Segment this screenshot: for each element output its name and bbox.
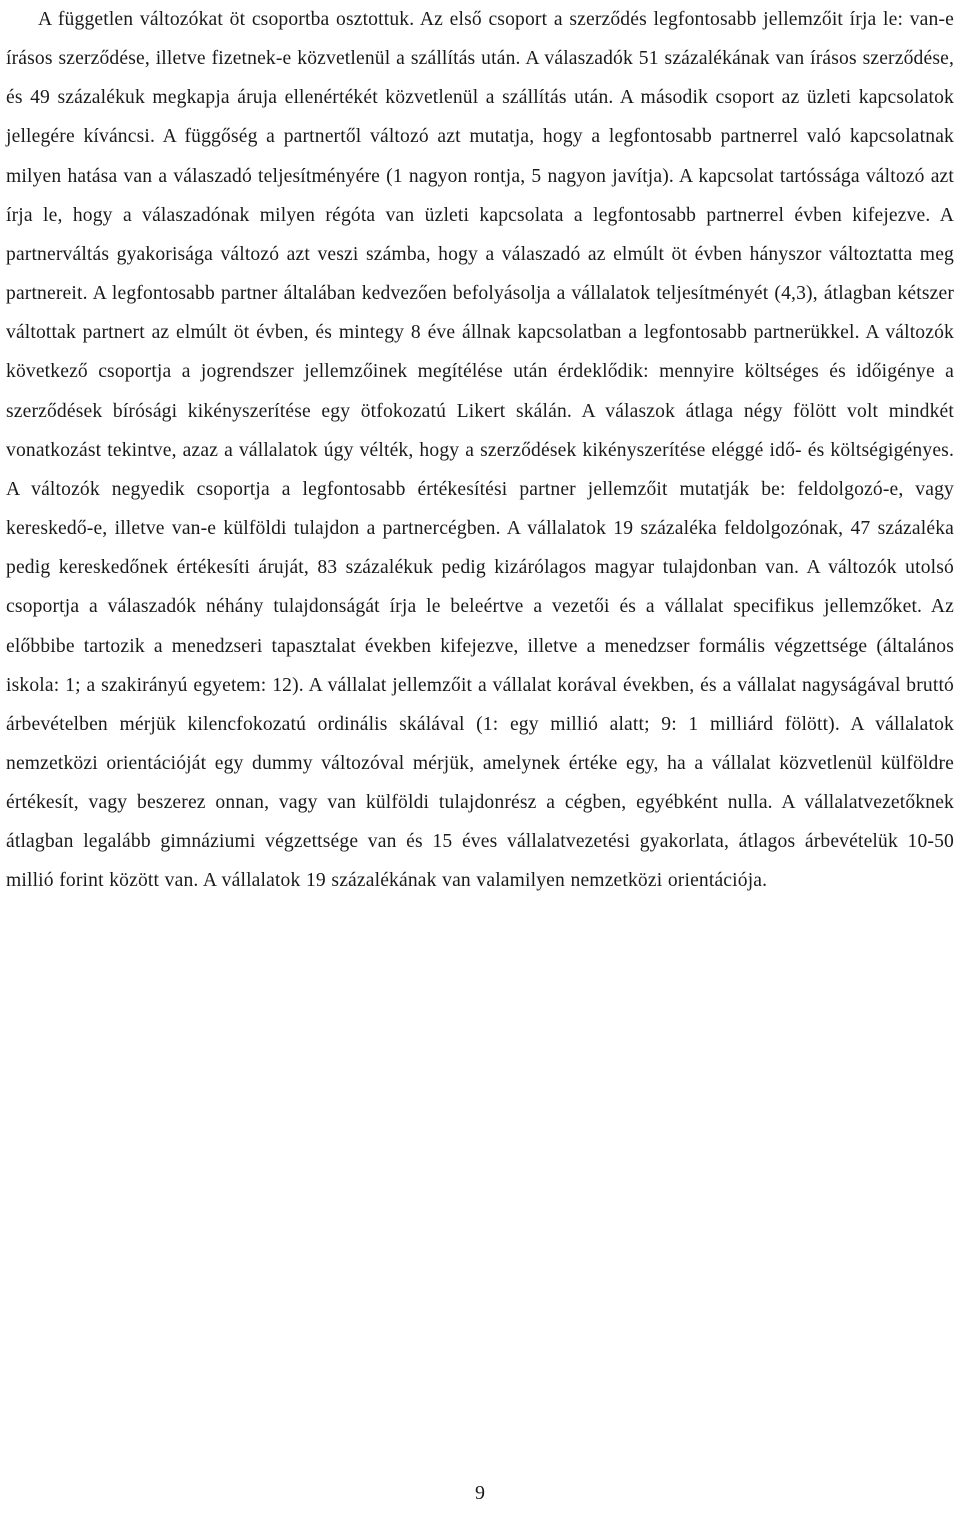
body-paragraph: A független változókat öt csoportba osztottuk. Az első csoport a szerződés legfontosabb jellemzőit írja le: van-e írásos szerződése, illetve fizetnek-e közvetlenül a szállítás után. A válaszadók 51 százalékának van írásos szerződése, és 49 százalékuk megkapja áruja ellenértékét közvetlenül a szállítás után. A második csoport az üzleti kapcsolatok jellegére kíváncsi. A függőség a partnertől változó azt mutatja, hogy a legfontosabb partnerrel való kapcsolatnak milyen hatása van a válaszadó teljesítményére (1 nagyon rontja, 5 nagyon javítja). A kapcsolat tartóssága változó azt írja le, hogy a válaszadónak milyen régóta van üzleti kapcsolata a legfontosabb partnerrel évben kifejezve. A partnerváltás gyakorisága változó azt veszi számba, hogy a válaszadó az elmúlt öt évben hányszor változtatta meg partnereit. A legfontosabb partner általában kedvezően befolyásolja a vállalatok teljesítményét (4,3), átlagban kétszer váltottak partnert az elmúlt öt évben, és mintegy 8 éve állnak kapcsolatban a legfontosabb partnerükkel. A változók következő csoportja a jogrendszer jellemzőinek megítélése után érdeklődik: mennyire költséges és időigénye a szerződések bírósági kikényszerítése egy ötfokozatú Likert skálán. A válaszok átlaga négy fölött volt mindkét vonatkozást tekintve, azaz a vállalatok úgy vélték, hogy a szerződések kikényszerítése eléggé idő- és költségigényes. A változók negyedik csoportja a legfontosabb értékesítési partner jellemzőit mutatják be: feldolgozó-e, vagy kereskedő-e, illetve van-e külföldi tulajdon a partnercégben. A vállalatok 19 százaléka feldolgozónak, 47 százaléka pedig kereskedőnek értékesíti áruját, 83 százalékuk pedig kizárólagos magyar tulajdonban van. A változók utolsó csoportja a válaszadók néhány tulajdonságát írja le beleértve a vezetői és a vállalat specifikus jellemzőket. Az előbbibe tartozik a menedzseri tapasztalat években kifejezve, illetve a menedzser formális végzettsége (általános iskola: 1; a szakirányú egyetem: 12). A vállalat jellemzőit a vállalat korával években, és a vállalat nagyságával bruttó árbevételben mérjük kilencfokozatú ordinális skálával (1: egy millió alatt; 9: 1 milliárd fölött). A vállalatok nemzetközi orientációját egy dummy változóval mérjük, amelynek értéke egy, ha a vállalat közvetlenül külföldre értékesít, vagy beszerez onnan, vagy van külföldi tulajdonrész a cégben, egyébként nulla. A vállalatvezetőknek átlagban legalább gimnáziumi végzettsége van és 15 éves vállalatvezetési gyakorlata, átlagos árbevételük 10-50 millió forint között van. A vállalatok 19 százalékának van valamilyen nemzetközi orientációja. — [6, 9, 954, 892]
page-number: 9 — [475, 1482, 485, 1504]
